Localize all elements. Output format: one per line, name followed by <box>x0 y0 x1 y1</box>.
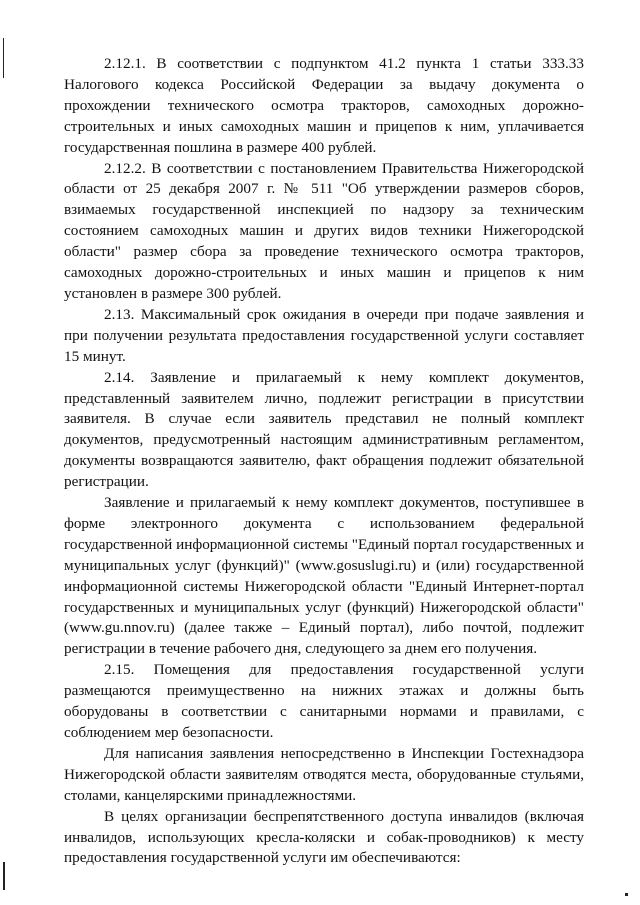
paragraph-2-15: 2.15. Помещения для предоставления государственной услуги размещаются преимущественно на нижних этажах и должны быть оборудованы в соответствии с санитарными нормами и правилами, с соблюдением мер безопасности. <box>64 661 584 741</box>
paragraph-electronic-submission: Заявление и прилагаемый к нему комплект документов, поступившее в форме электронного документа с использованием федеральной государственной информационной системы "Единый портал государственных и муниципальных услуг (функций)" (www.gosuslugi.ru) и (или) государственной информационной системы Нижегородской области "Единый Интернет-портал государственных и муниципальных услуг (функций) Нижегородской области" (www.gu.nnov.ru) (далее также – Единый портал), либо почтой, подлежит регистрации в течение рабочего дня, следующего за днем его получения. <box>64 494 584 658</box>
paragraph-2-13: 2.13. Максимальный срок ожидания в очереди при подаче заявления и при получении результата предоставления государственной услуги составляет 15 минут. <box>64 305 584 365</box>
paragraph-2-12-1: 2.12.1. В соответствии с подпунктом 41.2 пункта 1 статьи 333.33 Налогового кодекса Российской Федерации за выдачу документа о прохождении технического осмотра тракторов, самоходных дорожно-строительных и иных самоходных машин и прицепов к ним, уплачивается государственная пошлина в размере 400 рублей. <box>64 55 584 156</box>
paragraph-writing-places: Для написания заявления непосредственно в Инспекции Гостехнадзора Нижегородской области заявителям отводятся места, оборудованные стульями, столами, канцелярскими принадлежностями. <box>64 744 584 804</box>
paragraph-2-12-2: 2.12.2. В соответствии с постановлением Правительства Нижегородской области от 25 декабря 2007 г. № 511 "Об утверждении размеров сборов, взимаемых государственной инспекцией по надзору за техническим состоянием самоходных машин и других видов техники Нижегородской области" размер сбора за проведение технического осмотра тракторов, самоходных дорожно-строительных и иных машин и прицепов к ним установлен в размере 300 рублей. <box>64 159 584 302</box>
paragraph-2-14: 2.14. Заявление и прилагаемый к нему комплект документов, представленный заявителем лично, подлежит регистрации в присутствии заявителя. В случае если заявитель представил не полный комплект документов, предусмотренный настоящим административным регламентом, документы возвращаются заявителю, факт обращения подлежит обязательной регистрации. <box>64 368 584 491</box>
scan-edge-mark <box>3 862 5 890</box>
scan-edge-mark <box>3 38 4 78</box>
paragraph-accessibility: В целях организации беспрепятственного доступа инвалидов (включая инвалидов, использующих кресла-коляски и собак-проводников) к месту предоставления государственной услуги им обеспечиваются: <box>64 807 584 867</box>
scan-speck <box>625 893 628 896</box>
document-body <box>64 54 584 869</box>
